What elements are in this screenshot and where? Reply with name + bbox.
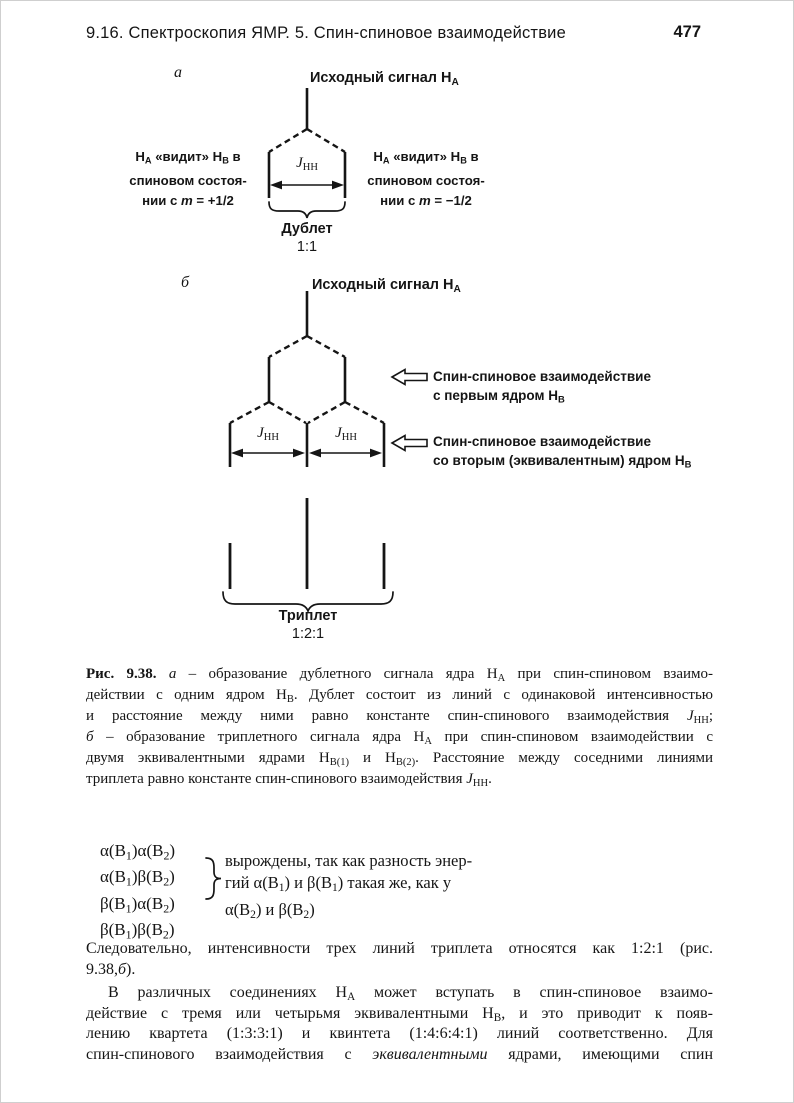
doublet-ratio: 1:1 xyxy=(296,239,318,255)
figure-caption-line: двумя эквивалентными ядрами HB(1) и HB(2). Расстояние между соседними линиями xyxy=(86,750,713,768)
degeneracy-note xyxy=(225,850,472,926)
triplet-spectrum-lines xyxy=(230,498,384,589)
degeneracy-note-line: гий α(B1) и β(B1) такая же, как у xyxy=(225,873,452,895)
spin-state-list xyxy=(100,840,175,945)
figure-caption xyxy=(86,664,713,790)
block-arrow-second-coupling xyxy=(392,436,427,451)
degeneracy-note-line: α(B2) и β(B2) xyxy=(225,900,315,922)
triplet-ratio: 1:2:1 xyxy=(291,626,325,642)
figure-caption-line: действии с одним ядром HB. Дублет состоит из линий с одинаковой интенсивностью xyxy=(86,687,713,705)
spin-state-row: β(B1)β(B2) xyxy=(100,919,175,942)
figure-part-a-letter: а xyxy=(174,64,182,81)
spin-state-note-left: HA «видит» HB в спиновом состоя- нии с m = +1/2 xyxy=(129,149,247,208)
body-text-line: действие с тремя или четырьмя эквивалентными HB, и это приводит к появ- xyxy=(86,1004,714,1024)
spin-state-row: β(B1)α(B2) xyxy=(100,893,175,915)
figure-caption-line: и расстояние между ними равно константе спин-спинового взаимодействия JHH; xyxy=(86,708,713,726)
spin-state-row: α(B1)β(B2) xyxy=(100,867,175,889)
j-coupling-arrow-a xyxy=(270,181,344,190)
j-coupling-label-b2: JHH xyxy=(335,425,357,443)
j-coupling-arrows-b xyxy=(231,449,382,458)
spin-state-note-right: HA «видит» HB в спиновом состоя- нии с m = −1/2 xyxy=(367,149,485,208)
triplet-label: Триплет xyxy=(278,608,338,624)
source-signal-label-b: Исходный сигнал HA xyxy=(312,277,461,295)
body-text-line: Следовательно, интенсивности трех линий триплета относятся как 1:2:1 (рис. xyxy=(86,940,713,957)
figure-caption-line: б – образование триплетного сигнала ядра HA при спин-спиновом взаимодействии с xyxy=(86,729,714,747)
body-paragraph-2 xyxy=(86,983,713,1065)
j-coupling-label-b1: JHH xyxy=(257,425,279,443)
body-paragraph-1 xyxy=(86,939,713,980)
page-number: 477 xyxy=(673,23,701,41)
first-coupling-note: Спин-спиновое взаимодействие с первым ядром HB xyxy=(433,369,651,406)
block-arrow-first-coupling xyxy=(392,370,427,385)
j-coupling-label-a: JHH xyxy=(296,155,318,173)
spin-state-row: α(B1)α(B2) xyxy=(100,841,176,863)
source-signal-label-a: Исходный сигнал HA xyxy=(310,70,459,88)
running-header-title: 9.16. Спектроскопия ЯМР. 5. Спин-спиновое взаимодействие xyxy=(86,24,566,42)
figure-caption-line: триплета равно константе спин-спинового взаимодействия JHH. xyxy=(86,771,492,789)
body-text-line: 9.38,б). xyxy=(86,960,136,978)
body-text-line: В различных соединениях HA может вступать в спин-спиновое взаимо- xyxy=(108,984,713,1004)
body-text-line: спин-спинового взаимодействия с эквивалентными ядрами, имеющими спин xyxy=(86,1045,713,1063)
states-brace xyxy=(206,858,221,899)
figure-caption-line: Рис. 9.38. а – образование дублетного сигнала ядра HA при спин-спиновом взаимо- xyxy=(86,666,714,684)
figure-part-b-letter: б xyxy=(181,274,190,291)
doublet-diagram-lines xyxy=(269,88,345,198)
second-coupling-note: Спин-спиновое взаимодействие со вторым (эквивалентным) ядром HB xyxy=(433,434,692,471)
degeneracy-note-line: вырождены, так как разность энер- xyxy=(225,851,473,870)
body-text-line: лению квартета (1:3:3:1) и квинтета (1:4:6:4:1) линий соответственно. Для xyxy=(86,1025,713,1043)
doublet-label: Дублет xyxy=(281,221,333,237)
doublet-underbrace xyxy=(269,202,345,218)
